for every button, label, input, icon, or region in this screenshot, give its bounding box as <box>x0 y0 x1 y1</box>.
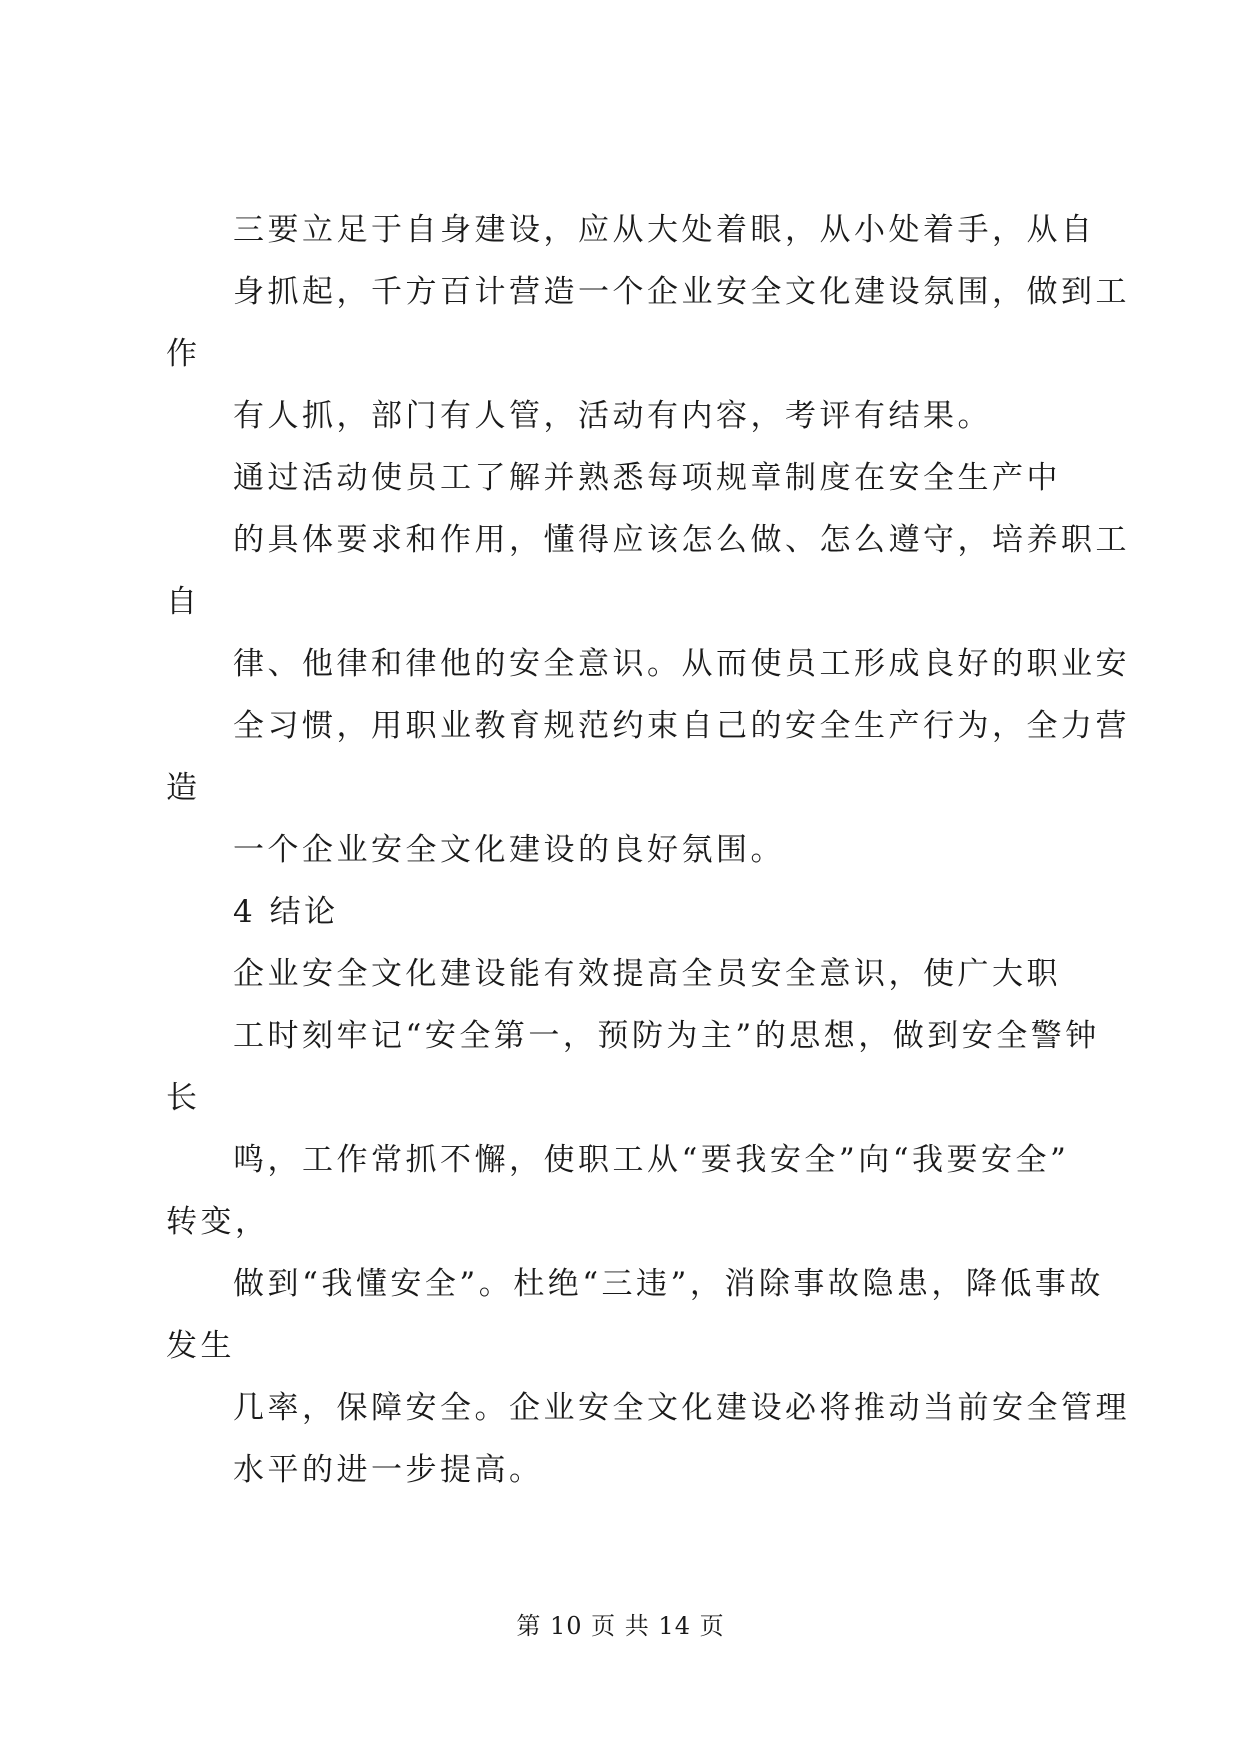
body-line: 通过活动使员工了解并熟悉每项规章制度在安全生产中 <box>233 460 1061 496</box>
body-line: 造 <box>166 770 201 806</box>
body-line: 三要立足于自身建设，应从大处着眼，从小处着手，从自 <box>233 212 1096 248</box>
body-line: 鸣，工作常抓不懈，使职工从“要我安全”向“我要安全” <box>233 1142 1070 1178</box>
body-line: 工时刻牢记“安全第一，预防为主”的思想，做到安全警钟 <box>233 1018 1100 1054</box>
body-line: 转变， <box>166 1204 270 1240</box>
body-line: 律、他律和律他的安全意识。从而使员工形成良好的职业安 <box>233 646 1130 682</box>
body-line: 作 <box>166 336 201 372</box>
body-line: 长 <box>166 1080 201 1116</box>
body-line: 身抓起，千方百计营造一个企业安全文化建设氛围，做到工 <box>233 274 1130 310</box>
body-line: 水平的进一步提高。 <box>233 1452 544 1488</box>
body-line: 全习惯，用职业教育规范约束自己的安全生产行为，全力营 <box>233 708 1130 744</box>
body-line: 有人抓，部门有人管，活动有内容，考评有结果。 <box>233 398 992 434</box>
body-line: 几率，保障安全。企业安全文化建设必将推动当前安全管理 <box>233 1390 1130 1426</box>
body-line: 自 <box>166 584 201 620</box>
page-number-footer: 第 10 页 共 14 页 <box>516 1612 725 1640</box>
body-line: 的具体要求和作用，懂得应该怎么做、怎么遵守，培养职工 <box>233 522 1130 558</box>
body-line: 一个企业安全文化建设的良好氛围。 <box>233 832 785 868</box>
body-line: 做到“我懂安全”。杜绝“三违”，消除事故隐患，降低事故 <box>233 1266 1104 1302</box>
section-heading: 4 结论 <box>233 894 339 930</box>
body-line: 发生 <box>166 1328 235 1364</box>
body-line: 企业安全文化建设能有效提高全员安全意识，使广大职 <box>233 956 1061 992</box>
